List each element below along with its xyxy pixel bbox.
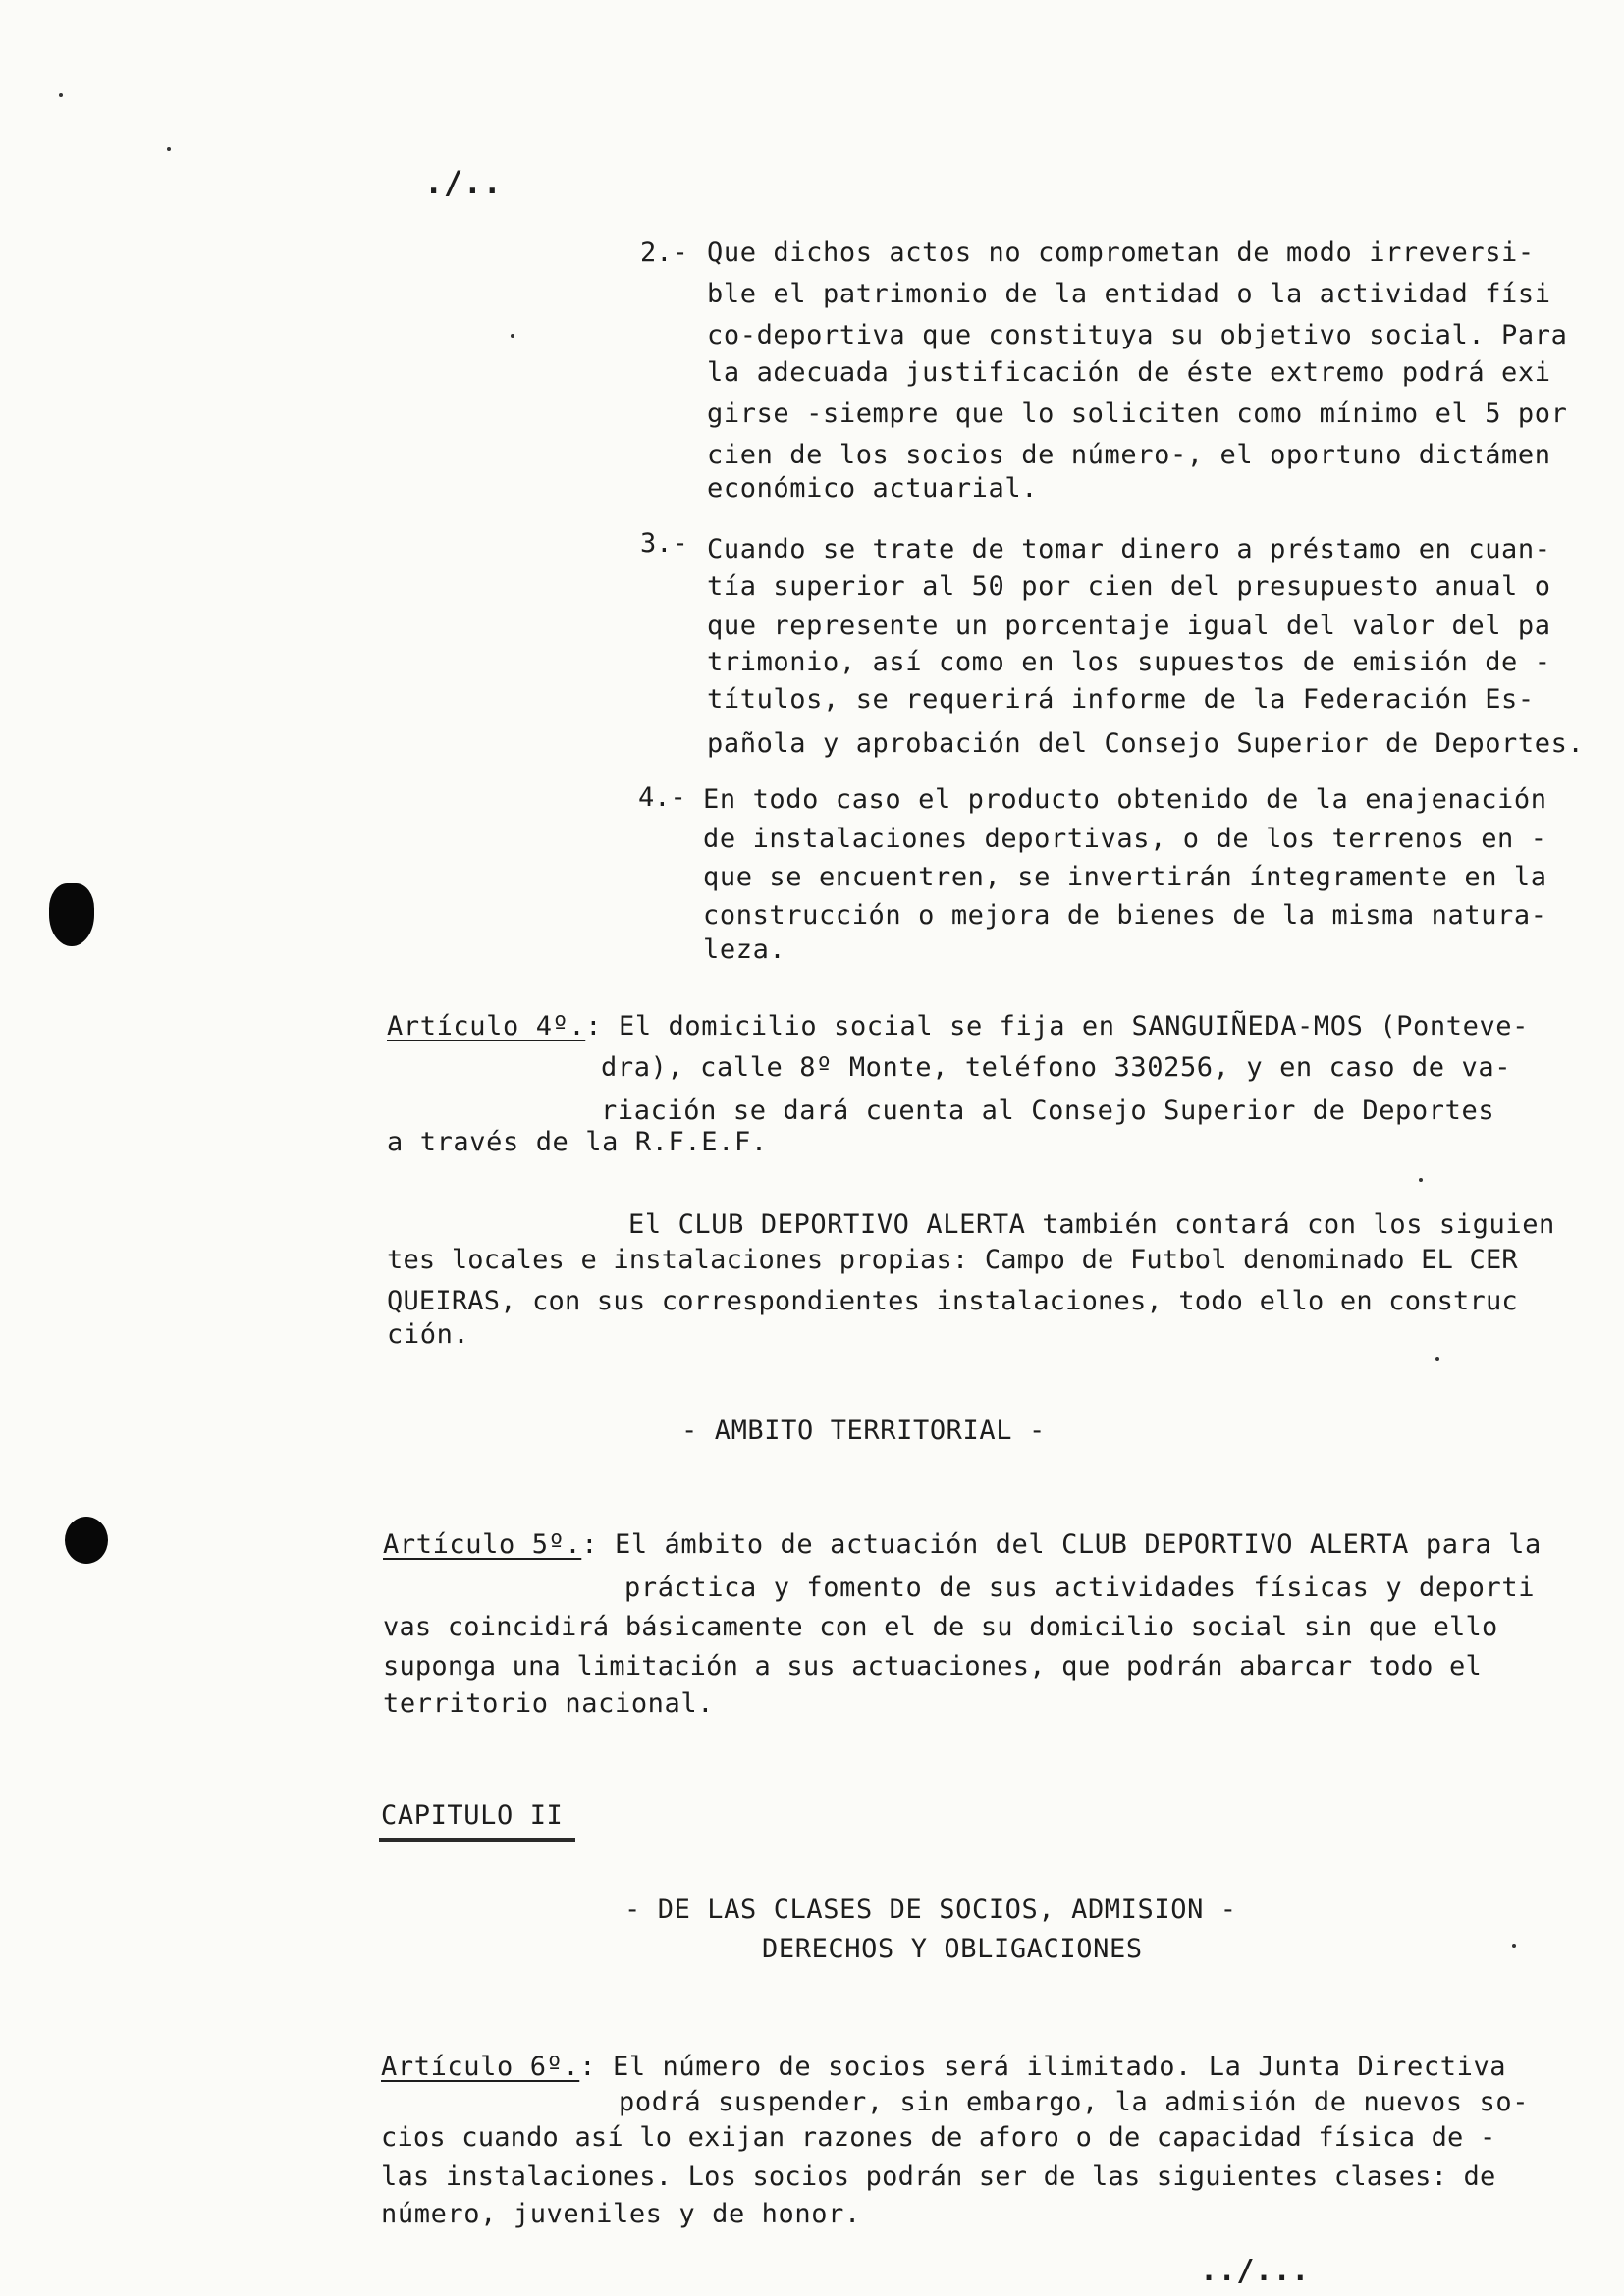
item-number: 3.-	[640, 528, 688, 559]
punch-hole-bottom	[65, 1517, 108, 1564]
item-3-line: trimonio, así como en los supuestos de emisión de -	[707, 647, 1551, 677]
item-3-line: tía superior al 50 por cien del presupuesto anual o	[707, 571, 1551, 602]
page-marker-top: ./..	[424, 164, 503, 201]
item-4-line: construcción o mejora de bienes de la misma natura-	[703, 900, 1547, 931]
item-2-line: la adecuada justificación de éste extremo podrá exi	[707, 357, 1551, 388]
article-5-line: práctica y fomento de sus actividades físicas y deporti	[624, 1573, 1536, 1603]
article-4-line: riación se dará cuenta al Consejo Superior de Deportes	[601, 1095, 1495, 1126]
page-marker-bottom: ../...	[1200, 2254, 1310, 2288]
item-2-line: ble el patrimonio de la entidad o la actividad físi	[707, 279, 1551, 309]
article-4-first-line: Artículo 4º.: El domicilio social se fija en SANGUIÑEDA-MOS (Ponteve-	[387, 1011, 1530, 1041]
item-2-line: Que dichos actos no comprometan de modo irreversi-	[707, 238, 1535, 268]
article-6-line: número, juveniles y de honor.	[381, 2199, 861, 2229]
chapter-underline	[379, 1838, 575, 1842]
punch-hole-top	[49, 883, 94, 946]
club-paragraph-line: El CLUB DEPORTIVO ALERTA también contará con los siguien	[628, 1209, 1555, 1240]
item-3-line: títulos, se requerirá informe de la Federación Es-	[707, 684, 1535, 715]
article-6-first-line: Artículo 6º.: El número de socios será ilimitado. La Junta Directiva	[381, 2052, 1507, 2082]
item-2-line: co-deportiva que constituya su objetivo social. Para	[707, 320, 1568, 350]
article-label: Artículo 4º.	[387, 1011, 586, 1041]
club-paragraph-line: tes locales e instalaciones propias: Campo de Futbol denominado EL CER	[387, 1245, 1518, 1275]
article-6-line: cios cuando así lo exijan razones de aforo o de capacidad física de -	[381, 2122, 1496, 2153]
chapter-heading-line: - DE LAS CLASES DE SOCIOS, ADMISION -	[624, 1895, 1237, 1925]
item-4-line: que se encuentren, se invertirán íntegramente en la	[703, 862, 1547, 892]
item-number: 2.-	[640, 238, 688, 268]
article-5-line: vas coincidirá básicamente con el de su domicilio social sin que ello	[383, 1612, 1498, 1642]
article-6-line: las instalaciones. Los socios podrán ser de las siguientes clases: de	[381, 2162, 1496, 2192]
section-heading: - AMBITO TERRITORIAL -	[681, 1415, 1046, 1446]
article-4-line: a través de la R.F.E.F.	[387, 1127, 768, 1157]
item-4-line: En todo caso el producto obtenido de la enajenación	[703, 784, 1547, 815]
item-4-line: de instalaciones deportivas, o de los terrenos en -	[703, 824, 1547, 854]
item-3-line: pañola y aprobación del Consejo Superior de Deportes.	[707, 728, 1585, 759]
item-2-line: cien de los socios de número-, el oportuno dictámen	[707, 440, 1551, 470]
item-3-line: que represente un porcentaje igual del valor del pa	[707, 611, 1551, 641]
item-number: 4.-	[638, 782, 686, 813]
item-2-line: económico actuarial.	[707, 473, 1039, 504]
item-4-line: leza.	[703, 934, 786, 965]
club-paragraph-line: ción.	[387, 1319, 470, 1350]
item-2-line: girse -siempre que lo soliciten como mínimo el 5 por	[707, 399, 1568, 429]
article-6-line: podrá suspender, sin embargo, la admisión de nuevos so-	[619, 2087, 1530, 2117]
article-label: Artículo 6º.	[381, 2052, 580, 2082]
article-4-line: dra), calle 8º Monte, teléfono 330256, y en caso de va-	[601, 1052, 1512, 1083]
club-paragraph-line: QUEIRAS, con sus correspondientes instalaciones, todo ello en construc	[387, 1286, 1518, 1316]
chapter-heading-line: DERECHOS Y OBLIGACIONES	[762, 1934, 1143, 1964]
article-5-line: suponga una limitación a sus actuaciones, que podrán abarcar todo el	[383, 1651, 1482, 1682]
article-5-first-line: Artículo 5º.: El ámbito de actuación del CLUB DEPORTIVO ALERTA para la	[383, 1529, 1542, 1560]
article-label: Artículo 5º.	[383, 1529, 582, 1560]
article-5-line: territorio nacional.	[383, 1688, 715, 1719]
chapter-title: CAPITULO II	[381, 1800, 564, 1831]
item-3-line: Cuando se trate de tomar dinero a préstamo en cuan-	[707, 534, 1551, 564]
